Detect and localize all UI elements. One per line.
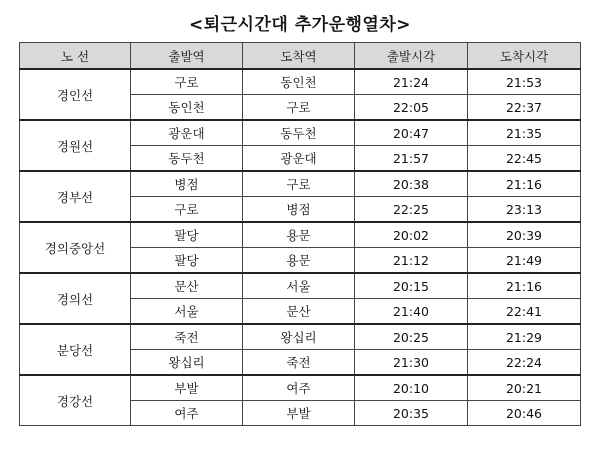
table-row <box>20 120 581 146</box>
arrival-station: 문산 <box>243 299 355 325</box>
arrival-time: 22:45 <box>468 146 581 172</box>
header-row <box>20 43 581 70</box>
departure-time: 21:57 <box>355 146 468 172</box>
departure-station: 부발 <box>131 375 243 401</box>
departure-time: 22:05 <box>355 95 468 121</box>
departure-time: 21:24 <box>355 69 468 95</box>
line-name: 경원선 <box>20 120 131 171</box>
line-name: 경부선 <box>20 171 131 222</box>
departure-time: 20:02 <box>355 222 468 248</box>
arrival-station: 서울 <box>243 273 355 299</box>
arrival-station: 용문 <box>243 248 355 274</box>
departure-station: 동두천 <box>131 146 243 172</box>
arrival-time: 21:29 <box>468 324 581 350</box>
line-name: 분당선 <box>20 324 131 375</box>
table-row <box>20 324 581 350</box>
header-line: 노 선 <box>20 43 131 70</box>
document-title: <퇴근시간대 추가운행열차> <box>188 15 412 35</box>
arrival-time: 20:21 <box>468 375 581 401</box>
line-name: 경의중앙선 <box>20 222 131 273</box>
departure-station: 구로 <box>131 69 243 95</box>
departure-station: 광운대 <box>131 120 243 146</box>
arrival-station: 구로 <box>243 171 355 197</box>
departure-time: 20:47 <box>355 120 468 146</box>
departure-station: 여주 <box>131 401 243 426</box>
departure-time: 22:25 <box>355 197 468 223</box>
arrival-time: 21:49 <box>468 248 581 274</box>
arrival-station: 여주 <box>243 375 355 401</box>
header-departure-station: 출발역 <box>131 43 243 70</box>
departure-station: 왕십리 <box>131 350 243 376</box>
table-row <box>20 69 581 95</box>
arrival-time: 20:46 <box>468 401 581 426</box>
departure-time: 21:30 <box>355 350 468 376</box>
departure-time: 21:12 <box>355 248 468 274</box>
header-departure-time: 출발시각 <box>355 43 468 70</box>
header-arrival-station: 도착역 <box>243 43 355 70</box>
table-body <box>20 69 581 426</box>
departure-time: 20:38 <box>355 171 468 197</box>
departure-time: 20:35 <box>355 401 468 426</box>
arrival-station: 죽전 <box>243 350 355 376</box>
train-schedule-table <box>19 42 581 426</box>
departure-station: 팔당 <box>131 222 243 248</box>
departure-station: 서울 <box>131 299 243 325</box>
departure-station: 문산 <box>131 273 243 299</box>
arrival-time: 21:16 <box>468 273 581 299</box>
arrival-station: 왕십리 <box>243 324 355 350</box>
arrival-station: 병점 <box>243 197 355 223</box>
departure-time: 20:25 <box>355 324 468 350</box>
arrival-time: 22:41 <box>468 299 581 325</box>
arrival-time: 22:24 <box>468 350 581 376</box>
departure-station: 구로 <box>131 197 243 223</box>
arrival-time: 21:16 <box>468 171 581 197</box>
line-name: 경인선 <box>20 69 131 120</box>
departure-time: 20:10 <box>355 375 468 401</box>
departure-time: 20:15 <box>355 273 468 299</box>
arrival-station: 구로 <box>243 95 355 121</box>
arrival-station: 용문 <box>243 222 355 248</box>
departure-time: 21:40 <box>355 299 468 325</box>
departure-station: 동인천 <box>131 95 243 121</box>
header-arrival-time: 도착시각 <box>468 43 581 70</box>
arrival-station: 부발 <box>243 401 355 426</box>
arrival-time: 20:39 <box>468 222 581 248</box>
table-row <box>20 171 581 197</box>
departure-station: 병점 <box>131 171 243 197</box>
departure-station: 죽전 <box>131 324 243 350</box>
table-header <box>20 43 581 70</box>
table-row <box>20 222 581 248</box>
arrival-time: 22:37 <box>468 95 581 121</box>
table-row <box>20 273 581 299</box>
arrival-station: 동두천 <box>243 120 355 146</box>
table-row <box>20 375 581 401</box>
line-name: 경강선 <box>20 375 131 426</box>
arrival-time: 21:35 <box>468 120 581 146</box>
arrival-time: 23:13 <box>468 197 581 223</box>
arrival-station: 광운대 <box>243 146 355 172</box>
departure-station: 팔당 <box>131 248 243 274</box>
arrival-time: 21:53 <box>468 69 581 95</box>
arrival-station: 동인천 <box>243 69 355 95</box>
line-name: 경의선 <box>20 273 131 324</box>
